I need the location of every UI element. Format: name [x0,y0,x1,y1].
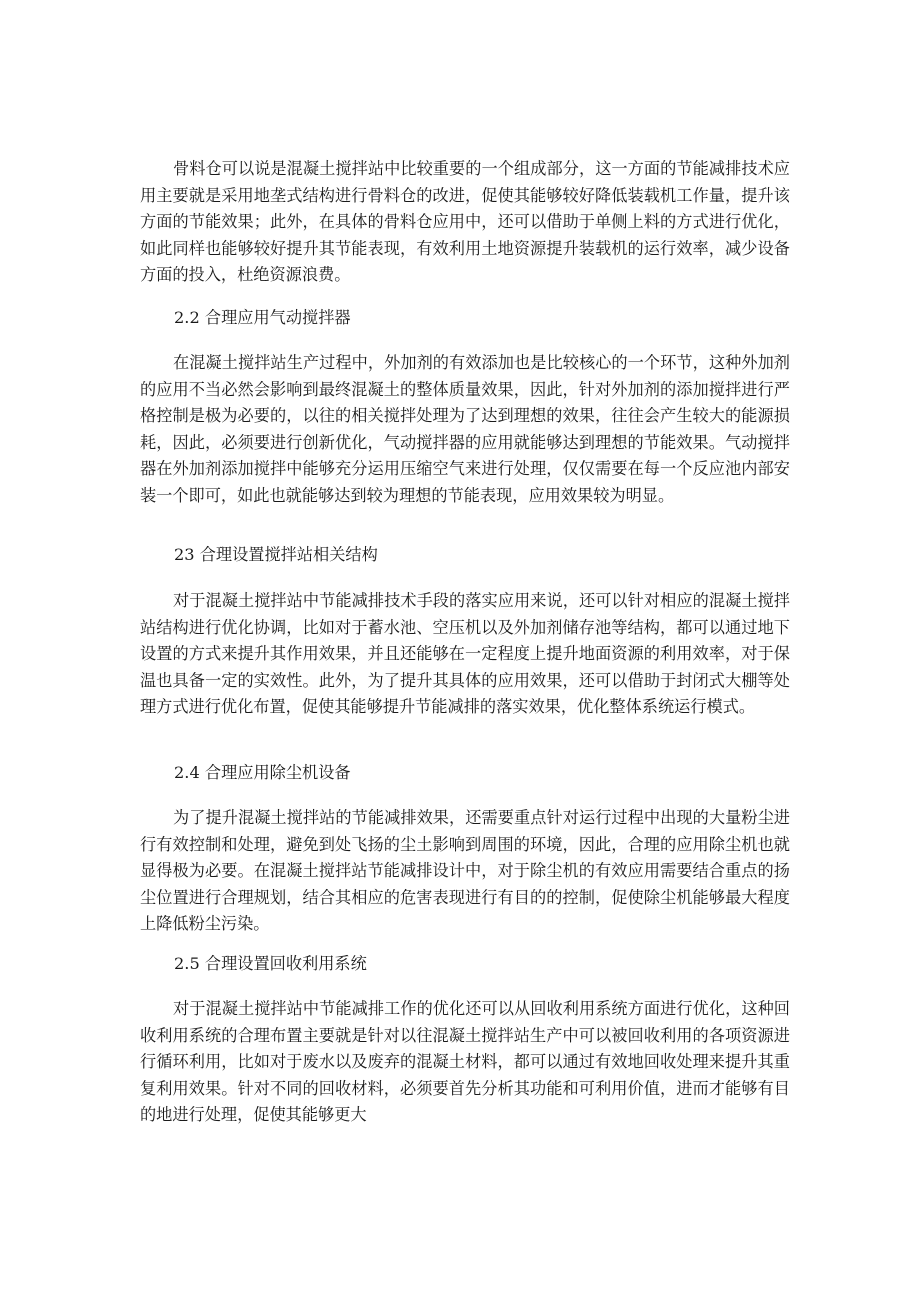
heading-2-3: 23 合理设置搅拌站相关结构 [174,545,378,564]
paragraph-aggregate-bin: 骨料仓可以说是混凝土搅拌站中比较重要的一个组成部分，这一方面的节能减排技术应用主要就是采用地垄式结构进行骨料仓的改进，促使其能够较好降低装载机工作量，提升该方面的节能效果；此外，在具体的骨料仓应用中，还可以借助于单侧上料的方式进行优化，如此同样也能够较好提升其节能表现，有效利用土地资源提升装载机的运行效率，减少设备方面的投入，杜绝资源浪费。 [140,159,790,285]
paragraph-dust-removal: 为了提升混凝土搅拌站的节能减排效果，还需要重点针对运行过程中出现的大量粉尘进行有效控制和处理，避免到处飞扬的尘土影响到周围的环境，因此，合理的应用除尘机也就显得极为必要。在混凝土搅拌站节能减排设计中，对于除尘机的有效应用需要结合重点的扬尘位置进行合理规划，结合其相应的危害表现进行有目的的控制，促使除尘机能够最大程度上降低粉尘污染。 [140,808,790,934]
paragraph-recycling-system: 对于混凝土搅拌站中节能减排工作的优化还可以从回收利用系统方面进行优化，这种回收利用系统的合理布置主要就是针对以往混凝土搅拌站生产中可以被回收利用的各项资源进行循环利用，比如对于废水以及废弃的混凝土材料，都可以通过有效地回收处理来提升其重复利用效果。针对不同的回收材料，必须要首先分析其功能和可利用价值，进而才能够有目的地进行处理，促使其能够更大 [140,999,790,1125]
heading-2-2: 2.2 合理应用气动搅拌器 [174,308,351,327]
heading-2-5: 2.5 合理设置回收利用系统 [174,954,367,973]
heading-2-4: 2.4 合理应用除尘机设备 [174,763,351,782]
paragraph-station-structure: 对于混凝土搅拌站中节能减排技术手段的落实应用来说，还可以针对相应的混凝土搅拌站结构进行优化协调，比如对于蓄水池、空压机以及外加剂储存池等结构，都可以通过地下设置的方式来提升其作用效果，并且还能够在一定程度上提升地面资源的利用效率，对于保温也具备一定的实效性。此外，为了提升其具体的应用效果，还可以借助于封闭式大棚等处理方式进行优化布置，促使其能够提升节能减排的落实效果，优化整体系统运行模式。 [140,591,790,717]
paragraph-pneumatic-mixer: 在混凝土搅拌站生产过程中，外加剂的有效添加也是比较核心的一个环节，这种外加剂的应用不当必然会影响到最终混凝土的整体质量效果，因此，针对外加剂的添加搅拌进行严格控制是极为必要的，以往的相关搅拌处理为了达到理想的效果，往往会产生较大的能源损耗，因此，必须要进行创新优化，气动搅拌器的应用就能够达到理想的节能效果。气动搅拌器在外加剂添加搅拌中能够充分运用压缩空气来进行处理，仅仅需要在每一个反应池内部安装一个即可，如此也就能够达到较为理想的节能表现，应用效果较为明显。 [140,353,790,505]
